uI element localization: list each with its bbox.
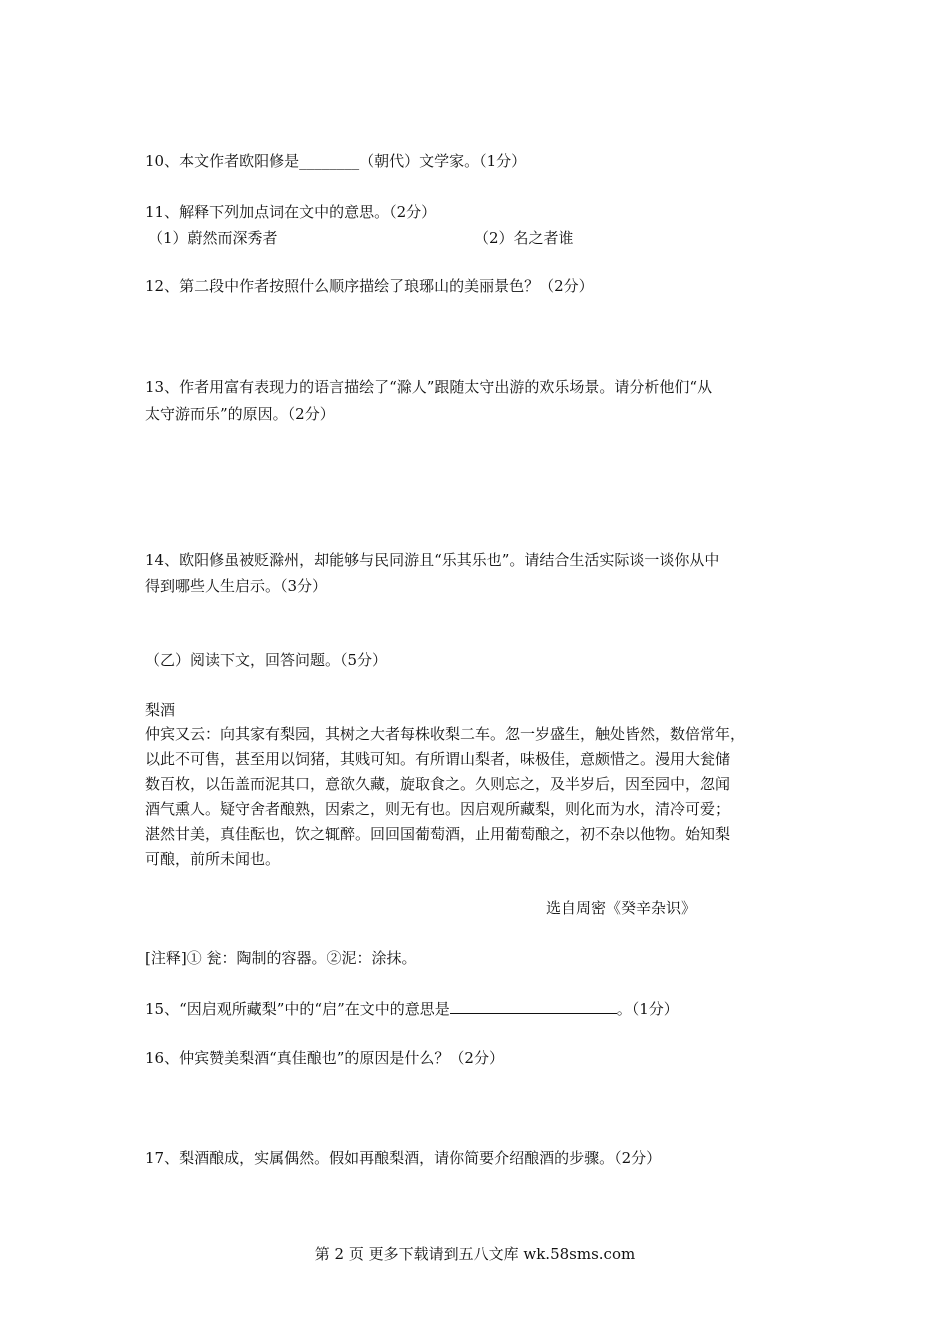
passage-line: 仲宾又云：向其家有梨园，其树之大者每株收梨二车。忽一岁盛生，触处皆然，数倍常年， (145, 725, 746, 743)
question-16: 16、仲宾赞美梨酒“真佳酿也”的原因是什么？（2分） (145, 1049, 504, 1067)
question-11-item-1: （1）蔚然而深秀者 (148, 229, 278, 247)
question-15 (145, 998, 679, 1019)
question-14-line-2: 得到哪些人生启示。（3分） (145, 577, 328, 595)
passage-title: 梨酒 (145, 701, 176, 719)
q15-prefix: 15、“因启观所藏梨”中的“启”在文中的意思是 (145, 1000, 450, 1018)
passage-note: [注释]① 瓮：陶制的容器。②泥：涂抹。 (145, 949, 417, 967)
q15-suffix: 。（1分） (616, 1000, 679, 1018)
passage-source: 选自周密《癸辛杂识》 (546, 899, 697, 917)
passage-line: 以此不可售，甚至用以饲猪，其贱可知。有所谓山梨者，味极佳，意颇惜之。漫用大瓮储 (145, 750, 731, 768)
page-footer: 第 2 页 更多下载请到五八文库 wk.58sms.com (314, 1245, 636, 1263)
passage-line: 数百枚，以缶盖而泥其口，意欲久藏，旋取食之。久则忘之，及半岁后，因至园中，忽闻 (145, 775, 731, 793)
question-13-line-2: 太守游而乐”的原因。（2分） (145, 405, 335, 423)
passage-line: 酒气熏人。疑守舍者酿熟，因索之，则无有也。因启观所藏梨，则化而为水，清冷可爱； (145, 800, 731, 818)
q10-suffix: （朝代）文学家。（1分） (359, 152, 527, 170)
question-11: 11、解释下列加点词在文中的意思。（2分） (145, 203, 437, 221)
passage-line: 可酿，前所未闻也。 (145, 850, 281, 868)
passage-line: 湛然甘美，真佳酝也，饮之辄醉。回回国葡萄酒，止用葡萄酿之，初不杂以他物。始知梨 (145, 825, 731, 843)
question-17: 17、梨酒酿成，实属偶然。假如再酿梨酒，请你简要介绍酿酒的步骤。（2分） (145, 1149, 662, 1167)
q10-prefix: 10、本文作者欧阳修是 (145, 152, 300, 170)
question-13-line-1: 13、作者用富有表现力的语言描绘了“滁人”跟随太守出游的欢乐场景。请分析他们“从 (145, 378, 713, 396)
q15-answer-blank[interactable] (450, 998, 617, 1014)
q10-blank[interactable]: ________ (299, 152, 360, 170)
question-11-item-2: （2）名之者谁 (474, 229, 574, 247)
question-10 (145, 151, 526, 171)
section-b-instruction: （乙）阅读下文，回答问题。（5分） (145, 651, 388, 669)
question-12: 12、第二段中作者按照什么顺序描绘了琅琊山的美丽景色？（2分） (145, 277, 594, 295)
question-14-line-1: 14、欧阳修虽被贬滁州，却能够与民同游且“乐其乐也”。请结合生活实际谈一谈你从中 (145, 551, 720, 569)
